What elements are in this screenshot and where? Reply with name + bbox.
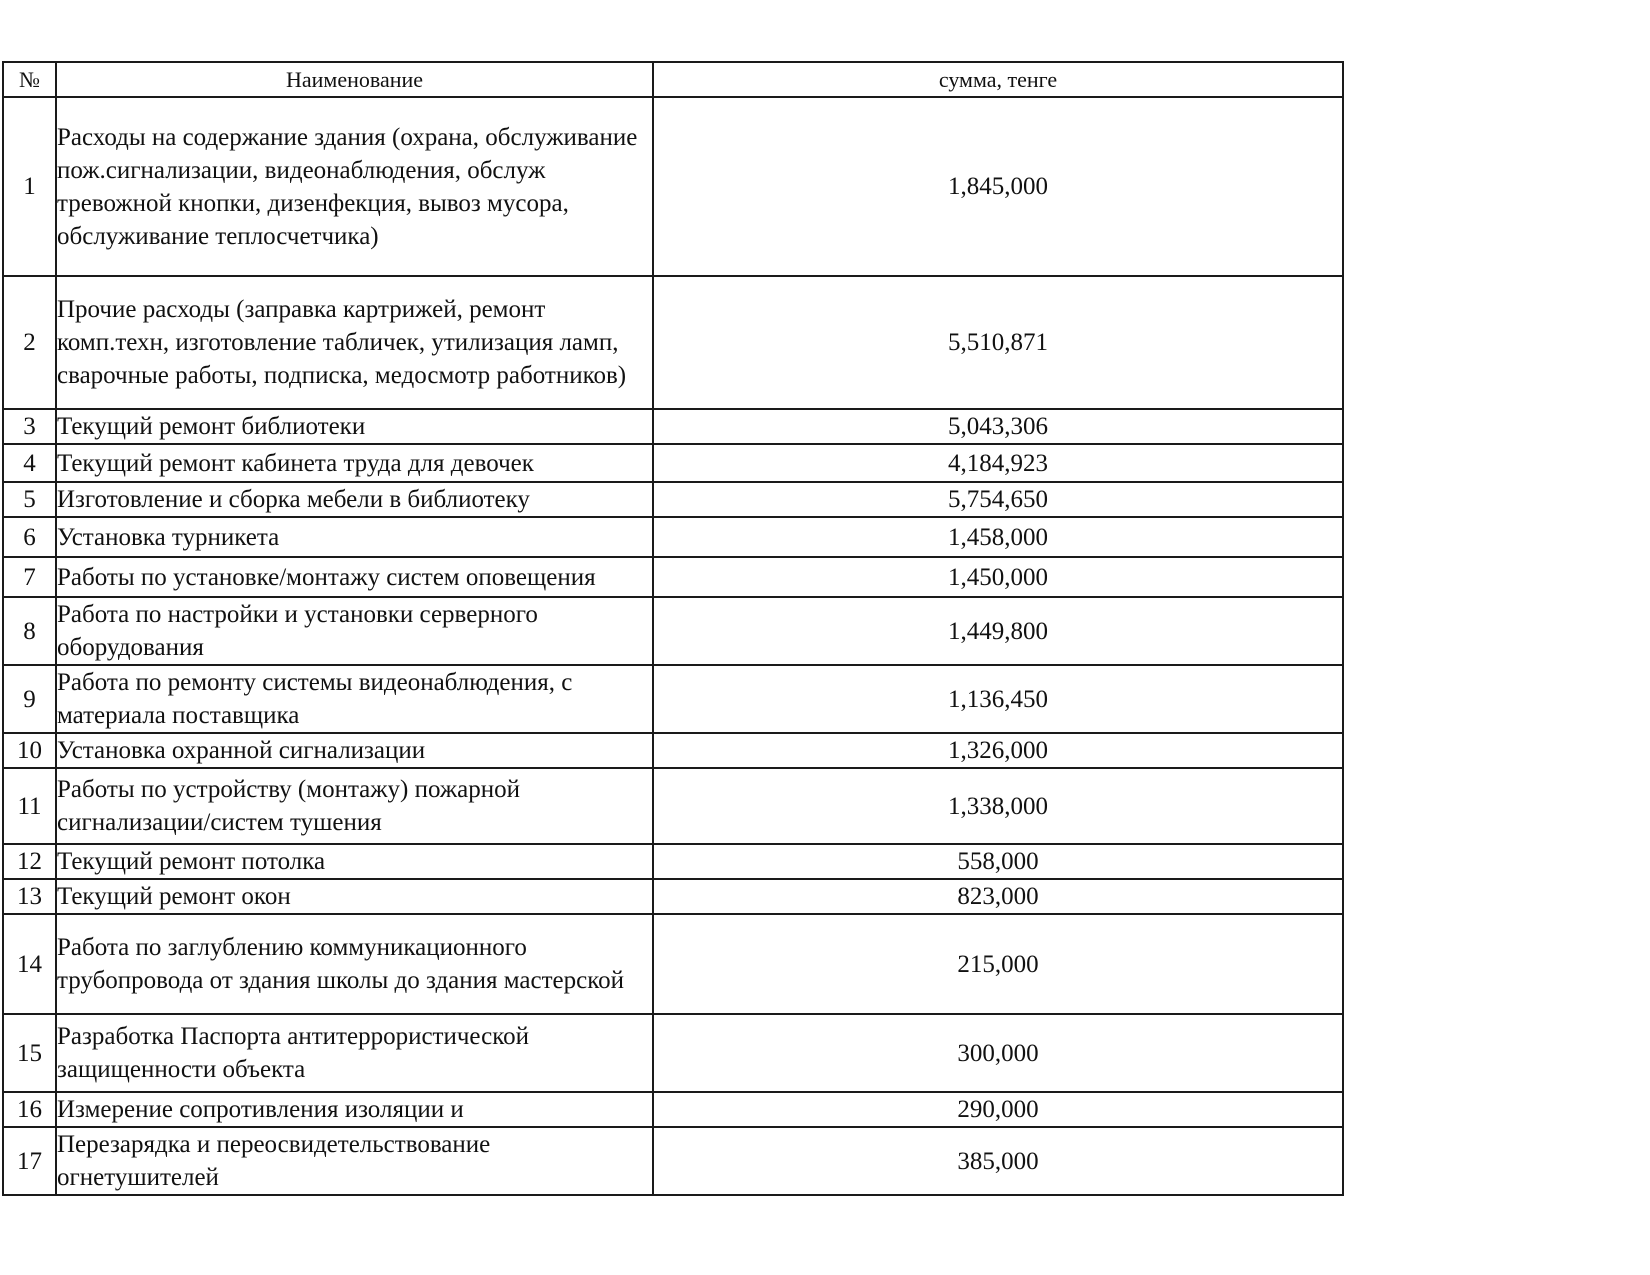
row-name: Работа по заглублению коммуникационного трубопровода от здания школы до здания мастерской [56, 914, 653, 1014]
row-name: Текущий ремонт библиотеки [56, 409, 653, 444]
row-name: Текущий ремонт кабинета труда для девочек [56, 444, 653, 482]
table-row [3, 1092, 1343, 1127]
table-header-row [3, 62, 1343, 97]
row-number: 11 [3, 768, 56, 844]
table-row [3, 97, 1343, 276]
header-number: № [3, 62, 56, 97]
table-row [3, 444, 1343, 482]
row-name: Текущий ремонт потолка [56, 844, 653, 879]
row-number: 14 [3, 914, 56, 1014]
row-sum: 300,000 [653, 1014, 1343, 1092]
row-name: Разработка Паспорта антитеррористической защищенности объекта [56, 1014, 653, 1092]
table-row [3, 409, 1343, 444]
row-sum: 823,000 [653, 879, 1343, 914]
table-row [3, 768, 1343, 844]
table-row [3, 557, 1343, 597]
row-sum: 1,326,000 [653, 733, 1343, 768]
row-number: 6 [3, 517, 56, 557]
row-sum: 215,000 [653, 914, 1343, 1014]
row-name-text: Работы по установке/монтажу систем оповещения [57, 563, 596, 591]
row-number: 9 [3, 665, 56, 733]
row-name: Работа по настройки и установки серверного оборудования [56, 597, 653, 665]
row-number: 17 [3, 1127, 56, 1195]
table-row [3, 276, 1343, 409]
row-number: 15 [3, 1014, 56, 1092]
row-name: Перезарядка и переосвидетельствование огнетушителей [56, 1127, 653, 1195]
row-sum: 5,043,306 [653, 409, 1343, 444]
row-name: Работа по ремонту системы видеонаблюдения, с материала поставщика [56, 665, 653, 733]
row-sum: 1,338,000 [653, 768, 1343, 844]
row-sum: 1,136,450 [653, 665, 1343, 733]
row-number: 8 [3, 597, 56, 665]
row-number: 7 [3, 557, 56, 597]
table-row [3, 597, 1343, 665]
row-sum: 4,184,923 [653, 444, 1343, 482]
row-number: 1 [3, 97, 56, 276]
row-name: Установка турникета [56, 517, 653, 557]
row-sum: 558,000 [653, 844, 1343, 879]
row-number: 12 [3, 844, 56, 879]
row-number: 3 [3, 409, 56, 444]
row-sum: 385,000 [653, 1127, 1343, 1195]
row-name: Прочие расходы (заправка картрижей, ремонт комп.техн, изготовление табличек, утилизация ламп, сварочные работы, подписка, медосмотр работников) [56, 276, 653, 409]
table-row [3, 879, 1343, 914]
row-sum: 1,449,800 [653, 597, 1343, 665]
row-number: 5 [3, 482, 56, 517]
row-sum: 1,845,000 [653, 97, 1343, 276]
row-name: Измерение сопротивления изоляции и [56, 1092, 653, 1127]
row-name: Расходы на содержание здания (охрана, обслуживание пож.сигнализации, видеонаблюдения, обслуж тревожной кнопки, дизенфекция, вывоз мусора, обслуживание теплосчетчика) [56, 97, 653, 276]
row-sum: 1,458,000 [653, 517, 1343, 557]
row-sum: 5,510,871 [653, 276, 1343, 409]
row-sum: 5,754,650 [653, 482, 1343, 517]
header-sum: сумма, тенге [653, 62, 1343, 97]
table-row [3, 1127, 1343, 1195]
table-row [3, 482, 1343, 517]
row-name: Изготовление и сборка мебели в библиотеку [56, 482, 653, 517]
row-number: 13 [3, 879, 56, 914]
clipped-text-box [57, 558, 652, 596]
row-sum: 1,450,000 [653, 557, 1343, 597]
row-name: Установка охранной сигнализации [56, 733, 653, 768]
header-name: Наименование [56, 62, 653, 97]
table-row [3, 844, 1343, 879]
row-sum: 290,000 [653, 1092, 1343, 1127]
table-row [3, 517, 1343, 557]
row-name: Текущий ремонт окон [56, 879, 653, 914]
row-name-clipped [56, 557, 653, 597]
table-row [3, 665, 1343, 733]
expense-table [2, 61, 1344, 1196]
table-row [3, 733, 1343, 768]
table-row [3, 1014, 1343, 1092]
table-row [3, 914, 1343, 1014]
row-number: 16 [3, 1092, 56, 1127]
row-number: 10 [3, 733, 56, 768]
row-name: Работы по устройству (монтажу) пожарной сигнализации/систем тушения [56, 768, 653, 844]
row-number: 4 [3, 444, 56, 482]
row-number: 2 [3, 276, 56, 409]
